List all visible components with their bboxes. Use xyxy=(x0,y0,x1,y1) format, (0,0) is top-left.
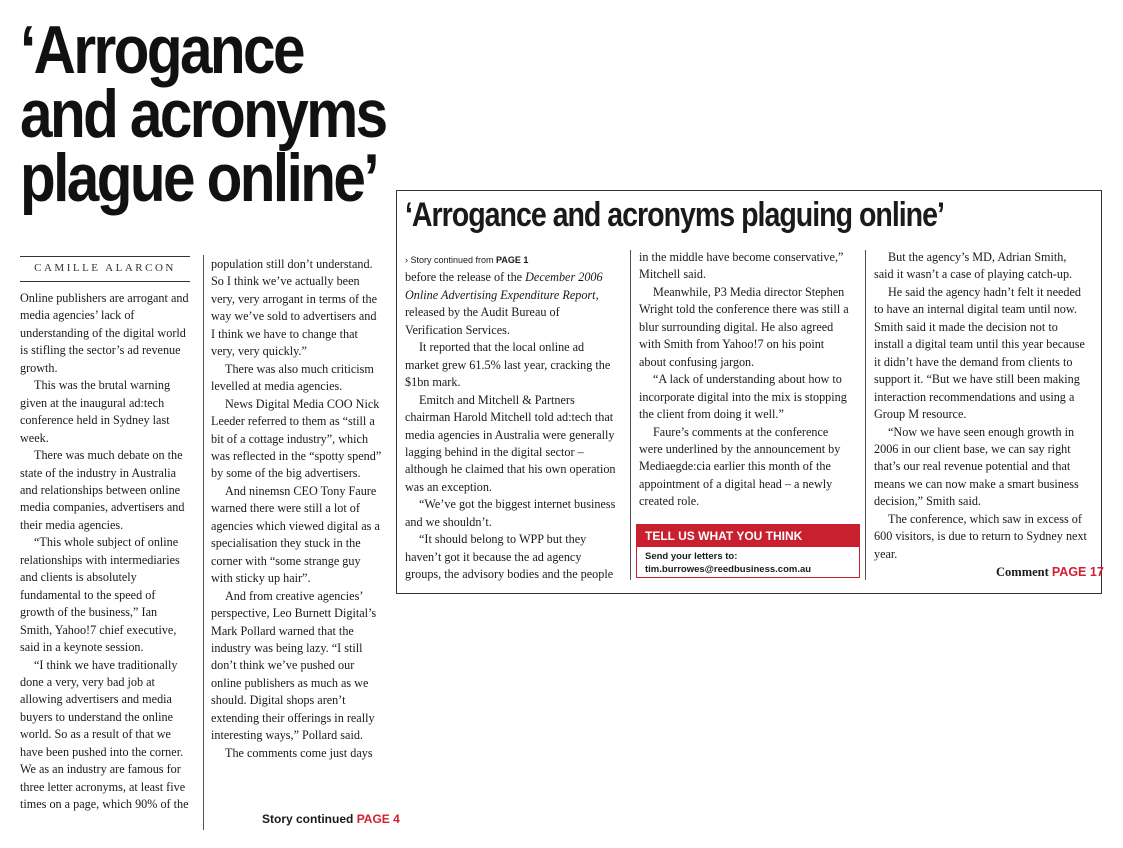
tell-us-box xyxy=(636,524,860,578)
paragraph: News Digital Media COO Nick Leeder referred to them as “still a bit of a cottage industry”, which was reflected in the “spotty spend” by some of the big advertisers. xyxy=(211,396,382,481)
continuation-column-2 xyxy=(639,249,854,511)
byline-rule-top xyxy=(20,256,190,257)
paragraph: in the middle have become conservative,” Mitchell said. xyxy=(639,250,844,282)
paragraph xyxy=(405,269,620,339)
paragraph: Online publishers are arrogant and media agencies’ lack of understanding of the digital world is stifling the sector’s ad revenue growth. xyxy=(20,291,189,375)
paragraph: “I think we have traditionally done a very, very bad job at allowing advertisers and media buyers to understand the online world. So as a result of that we have been pushed into the corner. We as an industry are famous for three letter acronyms, at least five times on a page, which 90% of the xyxy=(20,657,189,812)
paragraph: population still don’t understand. So I think we’ve actually been very, very arrogant in terms of the way we’ve sold to advertisers and I think we have to change that very, very quickly.” xyxy=(211,257,378,359)
article-headline xyxy=(20,12,386,216)
story-continued-footer xyxy=(262,812,400,826)
byline-rule-bottom xyxy=(20,281,190,282)
paragraph: There was also much criticism levelled at media agencies. xyxy=(211,361,374,394)
paragraph: Faure’s comments at the conference were underlined by the announcement by Mediaegde:cia earlier this month of the appointment of a digital head – a newly created role. xyxy=(639,424,841,509)
paragraph: But the agency’s MD, Adrian Smith, said it wasn’t a case of playing catch-up. xyxy=(874,250,1073,282)
tell-us-body xyxy=(637,547,859,579)
paragraph: “A lack of understanding about how to incorporate digital into the mix is stopping the client from doing it well.” xyxy=(639,372,847,422)
paragraph: This was the brutal warning given at the inaugural ad:tech conference held in Sydney last week. xyxy=(20,378,171,445)
lead-text: , released by the Audit Bureau of Verification Services. xyxy=(405,287,599,337)
paragraph: “We’ve got the biggest internet business and we shouldn’t. xyxy=(405,497,616,529)
article-column-2 xyxy=(211,256,383,762)
paragraph: Meanwhile, P3 Media director Stephen Wright told the conference there was still a blur surrounding digital. He also agreed with Smith from Yahoo!7 on his point about confusing jargon. xyxy=(639,284,849,369)
continuation-headline: ‘Arrogance and acronyms plaguing online’ xyxy=(405,196,944,234)
column-divider xyxy=(630,250,631,580)
column-divider xyxy=(865,250,866,580)
comment-reference xyxy=(996,565,1104,580)
continued-label: Story continued xyxy=(262,812,354,826)
paragraph: “Now we have seen enough growth in 2006 in our client base, we can say right that’s our real revenue potential and that means we can now make a smart business decision,” Smith said. xyxy=(874,424,1079,509)
tell-us-send-label: Send your letters to: xyxy=(645,551,738,562)
comment-page: PAGE 17 xyxy=(1051,565,1104,579)
paragraph: He said the agency hadn’t felt it needed to have an internal digital team until now. Smith said it made the decision not to install a digital team until this year because it didn’t have the demand from clients to support it. “But we have still been making interaction recommendations and using a Group M resource. xyxy=(874,284,1085,422)
paragraph: There was much debate on the state of the industry in Australia and relationships between online media companies, advertisers and their media agencies. xyxy=(20,448,185,532)
lead-text: before the release of the xyxy=(405,270,526,285)
headline-line-3: plague online’ xyxy=(20,140,378,216)
paragraph: And from creative agencies’ perspective, Leo Burnett Digital’s Mark Pollard warned that the industry was being lazy. “I still don’t think we’ve pushed our online publishers as much as we should. Digital shops aren’t extending their offerings in really interesting ways,” Pollard said. xyxy=(211,588,377,743)
headline-line-1: ‘Arrogance xyxy=(20,12,303,88)
tell-us-email[interactable]: tim.burrowes@reedbusiness.com.au xyxy=(645,564,812,575)
tell-us-title: TELL US WHAT YOU THINK xyxy=(637,525,859,547)
paragraph: It reported that the local online ad market grew 61.5% last year, cracking the $1bn mark. xyxy=(405,340,611,390)
paragraph: And ninemsn CEO Tony Faure warned there were still a lot of agencies which viewed digital as a specialisation they stuck in the corner with “some strange guy with sticky up hair”. xyxy=(211,483,380,586)
column-divider xyxy=(203,255,204,830)
article-column-1 xyxy=(20,290,192,814)
paragraph: Emitch and Mitchell & Partners chairman Harold Mitchell told ad:tech that media agencies in Australia were generally lagging behind in the digital sector – although he claimed that his own operation was an exception. xyxy=(405,392,616,494)
paragraph: “It should belong to WPP but they haven’t got it because the ad agency groups, the advisory bodies and the people xyxy=(405,532,614,582)
continuation-column-3 xyxy=(874,249,1089,563)
report-title: December 2006 Online Advertising Expenditure Report xyxy=(405,270,603,302)
story-continued-prefix: › Story continued from xyxy=(405,255,497,265)
continued-page: PAGE 4 xyxy=(356,812,400,826)
comment-label: Comment xyxy=(996,565,1049,579)
continuation-column-1 xyxy=(405,252,620,584)
paragraph: The comments come just days xyxy=(225,745,373,760)
story-continued-page: PAGE 1 xyxy=(496,255,529,265)
headline-line-2: and acronyms xyxy=(20,76,386,152)
paragraph: The conference, which saw in excess of 600 visitors, is due to return to Sydney next year. xyxy=(874,511,1087,561)
paragraph: “This whole subject of online relationships with intermediaries and clients is absolutely fundamental to the speed of growth of the business,” Ian Smith, Yahoo!7 chief executive, said in a keynote session. xyxy=(20,535,180,655)
story-continued-from xyxy=(405,252,620,269)
byline: CAMILLE ALARCON xyxy=(34,262,176,274)
